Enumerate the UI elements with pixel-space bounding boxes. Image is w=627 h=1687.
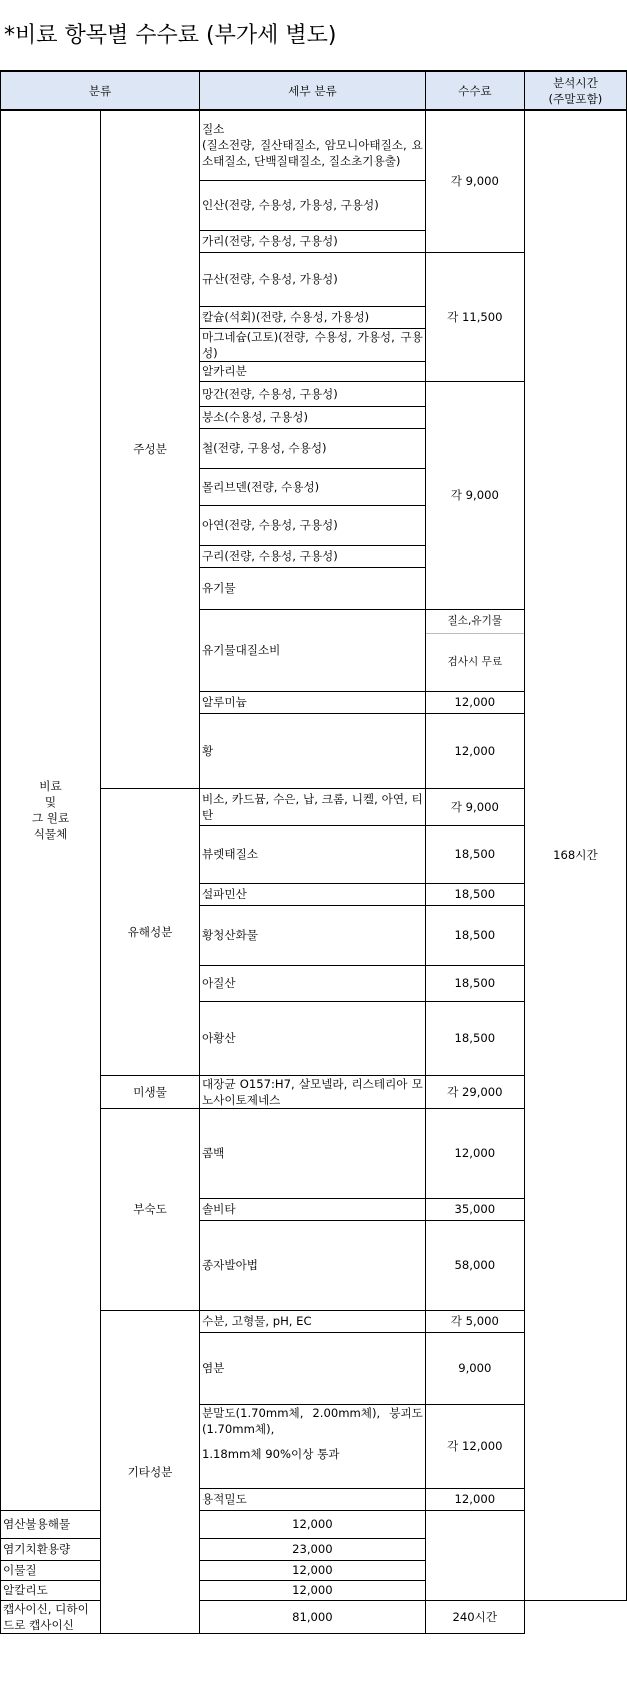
row-copper: 구리(전량, 수용성, 구용성)	[199, 545, 425, 567]
row-sulfur: 황	[199, 713, 425, 788]
row-pathogen: 대장균 O157:H7, 살모넬라, 리스테리아 모노사이토제네스	[199, 1075, 425, 1108]
fee-cell: 각 11,500	[425, 252, 524, 381]
row-nitrite: 아질산	[199, 965, 425, 1001]
fee-cell: 18,500	[425, 965, 524, 1001]
header-detail: 세부 분류	[199, 71, 425, 110]
header-fee: 수수료	[425, 71, 524, 110]
row-insoluble: 염산불용해물	[1, 1510, 101, 1538]
row-thiocyanate: 황청산화물	[199, 905, 425, 965]
page-title: *비료 항목별 수수료 (부가세 별도)	[4, 23, 337, 48]
fee-cell: 18,500	[425, 883, 524, 905]
row-bulk-density: 용적밀도	[199, 1488, 425, 1510]
time-168: 168시간	[524, 110, 626, 1600]
fee-cell: 18,500	[425, 905, 524, 965]
group-micro: 미생물	[101, 1075, 200, 1108]
row-fineness-pass: 1.18mm체 90%이상 통과	[199, 1446, 425, 1488]
fee-cell: 9,000	[425, 1332, 524, 1404]
row-salt: 염분	[199, 1332, 425, 1404]
row-alkali: 알카리분	[199, 361, 425, 381]
row-aluminum: 알루미늄	[199, 691, 425, 713]
table-row	[1, 110, 627, 180]
header-row	[1, 71, 627, 110]
row-sulfamic: 설파민산	[199, 883, 425, 905]
row-cn-ratio: 유기물대질소비	[199, 609, 425, 691]
row-sulfite: 아황산	[199, 1001, 425, 1075]
row-iron: 철(전량, 구용성, 수용성)	[199, 428, 425, 468]
row-boron: 붕소(수용성, 구용성)	[199, 406, 425, 428]
fee-note: 질소,유기물	[425, 609, 524, 633]
fee-cell: 12,000	[199, 1510, 425, 1538]
row-moisture: 수분, 고형물, pH, EC	[199, 1310, 425, 1332]
fee-cell: 35,000	[425, 1198, 524, 1220]
row-molybdenum: 몰리브덴(전량, 수용성)	[199, 468, 425, 505]
fee-cell: 각 29,000	[425, 1075, 524, 1108]
row-solvita: 솔비타	[199, 1198, 425, 1220]
fee-cell: 각 9,000	[425, 788, 524, 825]
row-nitrogen: 질소 (질소전량, 질산태질소, 암모니아태질소, 요소태질소, 단백질태질소, 질소초기용출)	[199, 110, 425, 180]
row-zinc: 아연(전량, 수용성, 구용성)	[199, 505, 425, 545]
row-germination: 종자발아법	[199, 1220, 425, 1310]
row-capsaicin: 캡사이신, 디하이드로 캡사이신	[1, 1600, 101, 1633]
fee-table	[0, 70, 627, 1634]
fee-cell: 81,000	[199, 1600, 425, 1633]
group-other: 기타성분	[101, 1310, 200, 1633]
row-biuret: 뷰렛태질소	[199, 825, 425, 883]
time-240: 240시간	[425, 1600, 524, 1633]
group-harmful: 유해성분	[101, 788, 200, 1075]
fee-cell: 12,000	[199, 1560, 425, 1580]
row-comb: 콤백	[199, 1108, 425, 1198]
row-calcium: 칼슘(석회)(전량, 수용성, 가용성)	[199, 306, 425, 328]
fee-cell: 18,500	[425, 1001, 524, 1075]
fee-cell: 각 9,000	[425, 110, 524, 252]
fee-cell: 12,000	[425, 691, 524, 713]
group-main: 주성분	[101, 110, 200, 788]
row-cec: 염기치환용량	[1, 1538, 101, 1560]
row-magnesium: 마그네슘(고토)(전량, 수용성, 가용성, 구용성)	[199, 328, 425, 361]
fee-cell: 12,000	[425, 713, 524, 788]
fee-cell: 각 9,000	[425, 381, 524, 609]
fee-cell: 18,500	[425, 825, 524, 883]
group-maturity: 부숙도	[101, 1108, 200, 1310]
row-potash: 가리(전량, 수용성, 구용성)	[199, 230, 425, 252]
row-silicate: 규산(전량, 수용성, 가용성)	[199, 252, 425, 306]
fee-cell: 각 12,000	[425, 1404, 524, 1488]
table-row	[1, 1600, 627, 1633]
fee-note: 검사시 무료	[425, 633, 524, 691]
fee-cell: 58,000	[425, 1220, 524, 1310]
fee-cell: 12,000	[425, 1488, 524, 1510]
fee-cell: 12,000	[425, 1108, 524, 1198]
header-time: 분석시간 (주말포함)	[524, 71, 626, 110]
row-heavy-metals: 비소, 카드뮴, 수은, 납, 크롬, 니켈, 아연, 티탄	[199, 788, 425, 825]
row-alkalinity: 알칼리도	[1, 1580, 101, 1600]
main-category-cell: 비료 및 그 원료 식물체	[1, 110, 101, 1510]
row-foreign: 이물질	[1, 1560, 101, 1580]
row-fineness: 분말도(1.70mm체, 2.00mm체), 붕괴도(1.70mm체),	[199, 1404, 425, 1446]
fee-cell: 23,000	[199, 1538, 425, 1560]
header-category: 분류	[1, 71, 200, 110]
row-phosphate: 인산(전량, 수용성, 가용성, 구용성)	[199, 180, 425, 230]
fee-cell: 12,000	[199, 1580, 425, 1600]
fee-cell: 각 5,000	[425, 1310, 524, 1332]
row-organic: 유기물	[199, 567, 425, 609]
row-manganese: 망간(전량, 수용성, 구용성)	[199, 381, 425, 406]
